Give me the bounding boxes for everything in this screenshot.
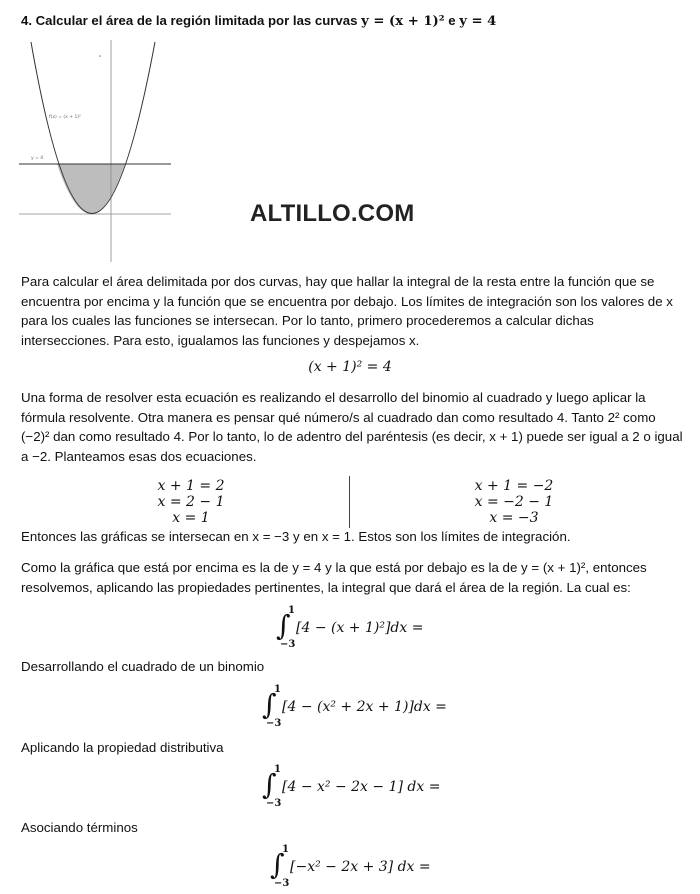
right-equations <box>454 478 574 526</box>
right-eq-1: x + 1 = −2 <box>474 478 554 494</box>
right-eq-2: x = −2 − 1 <box>474 494 554 510</box>
shaded-area <box>57 164 125 214</box>
title-connector: e <box>448 13 456 28</box>
lower-limit: −3 <box>266 798 282 809</box>
paragraph-intro: Para calcular el área delimitada por dos curvas, hay que hallar la integral de la resta entre la función que se encuentra por encima y la función que se encuentra por debajo. Los límites de integración son los valores de x para los cuales las funciones se intersecan. Por lo tanto, primero procederemos a calcular dichas intersecciones. Para esto, igualamos las funciones y despejamos x. <box>21 274 673 349</box>
label-associating: Asociando términos <box>21 820 138 835</box>
lower-limit: −3 <box>274 878 290 889</box>
left-eq-3: x = 1 <box>172 510 210 526</box>
integral-1 <box>276 605 424 650</box>
left-equations <box>131 478 251 526</box>
line-label: y = 4 <box>31 156 44 161</box>
integral-sign: ∫ 1 −3 <box>262 684 282 729</box>
title-curve1: y = (x + 1)² <box>361 14 445 29</box>
lower-limit: −3 <box>280 639 296 650</box>
integrand-4: [−x² − 2x + 3] dx = <box>290 859 431 875</box>
problem-title <box>21 13 496 29</box>
function-label: f(x) = (x + 1)² <box>49 115 81 120</box>
upper-limit: 1 <box>282 844 289 855</box>
upper-limit: 1 <box>288 605 295 616</box>
title-prefix: 4. Calcular el área de la región limitada por las curvas <box>21 13 358 28</box>
right-eq-3: x = −3 <box>489 510 539 526</box>
equation-squared: (x + 1)² = 4 <box>308 359 392 375</box>
label-binomial: Desarrollando el cuadrado de un binomio <box>21 659 265 674</box>
integral-sign: ∫ 1 −3 <box>270 844 290 889</box>
integral-sign: ∫ 1 −3 <box>262 764 282 809</box>
axis-mark <box>99 55 101 57</box>
upper-limit: 1 <box>274 684 281 695</box>
integrand-1: [4 − (x + 1)²]dx = <box>296 620 424 636</box>
integral-4 <box>270 844 431 889</box>
title-curve2: y = 4 <box>459 14 497 29</box>
label-distributive: Aplicando la propiedad distributiva <box>21 740 224 755</box>
left-eq-2: x = 2 − 1 <box>157 494 225 510</box>
upper-limit: 1 <box>274 764 281 775</box>
integrand-3: [4 − x² − 2x − 1] dx = <box>282 779 441 795</box>
paragraph-limits: Entonces las gráficas se intersecan en x = −3 y en x = 1. Estos son los límites de integración. <box>21 529 571 544</box>
lower-limit: −3 <box>266 718 282 729</box>
integral-sign: ∫ 1 −3 <box>276 605 296 650</box>
watermark: ALTILLO.COM <box>250 200 415 227</box>
integrand-2: [4 − (x² + 2x + 1)]dx = <box>282 699 447 715</box>
integral-2 <box>262 684 447 729</box>
paragraph-integral-setup: Como la gráfica que está por encima es la de y = 4 y la que está por debajo es la de y = (x + 1)², entonces resolvemos, aplicando las propiedades pertinentes, la integral que dará el área de la región. La cual es: <box>21 560 647 595</box>
paragraph-method: Una forma de resolver esta ecuación es realizando el desarrollo del binomio al cuadrado y luego aplicar la fórmula resolvente. Otra manera es pensar qué número/s al cuadrado dan como resultado 4. Tanto 2² como (−2)² dan como resultado 4. Por lo tanto, lo de adentro del paréntesis (es decir, x + 1) puede ser igual a 2 o igual a −2. Planteamos esas dos ecuaciones. <box>21 390 683 465</box>
parabola-graph <box>19 40 171 262</box>
column-divider <box>349 476 350 528</box>
left-eq-1: x + 1 = 2 <box>157 478 225 494</box>
integral-3 <box>262 764 441 809</box>
